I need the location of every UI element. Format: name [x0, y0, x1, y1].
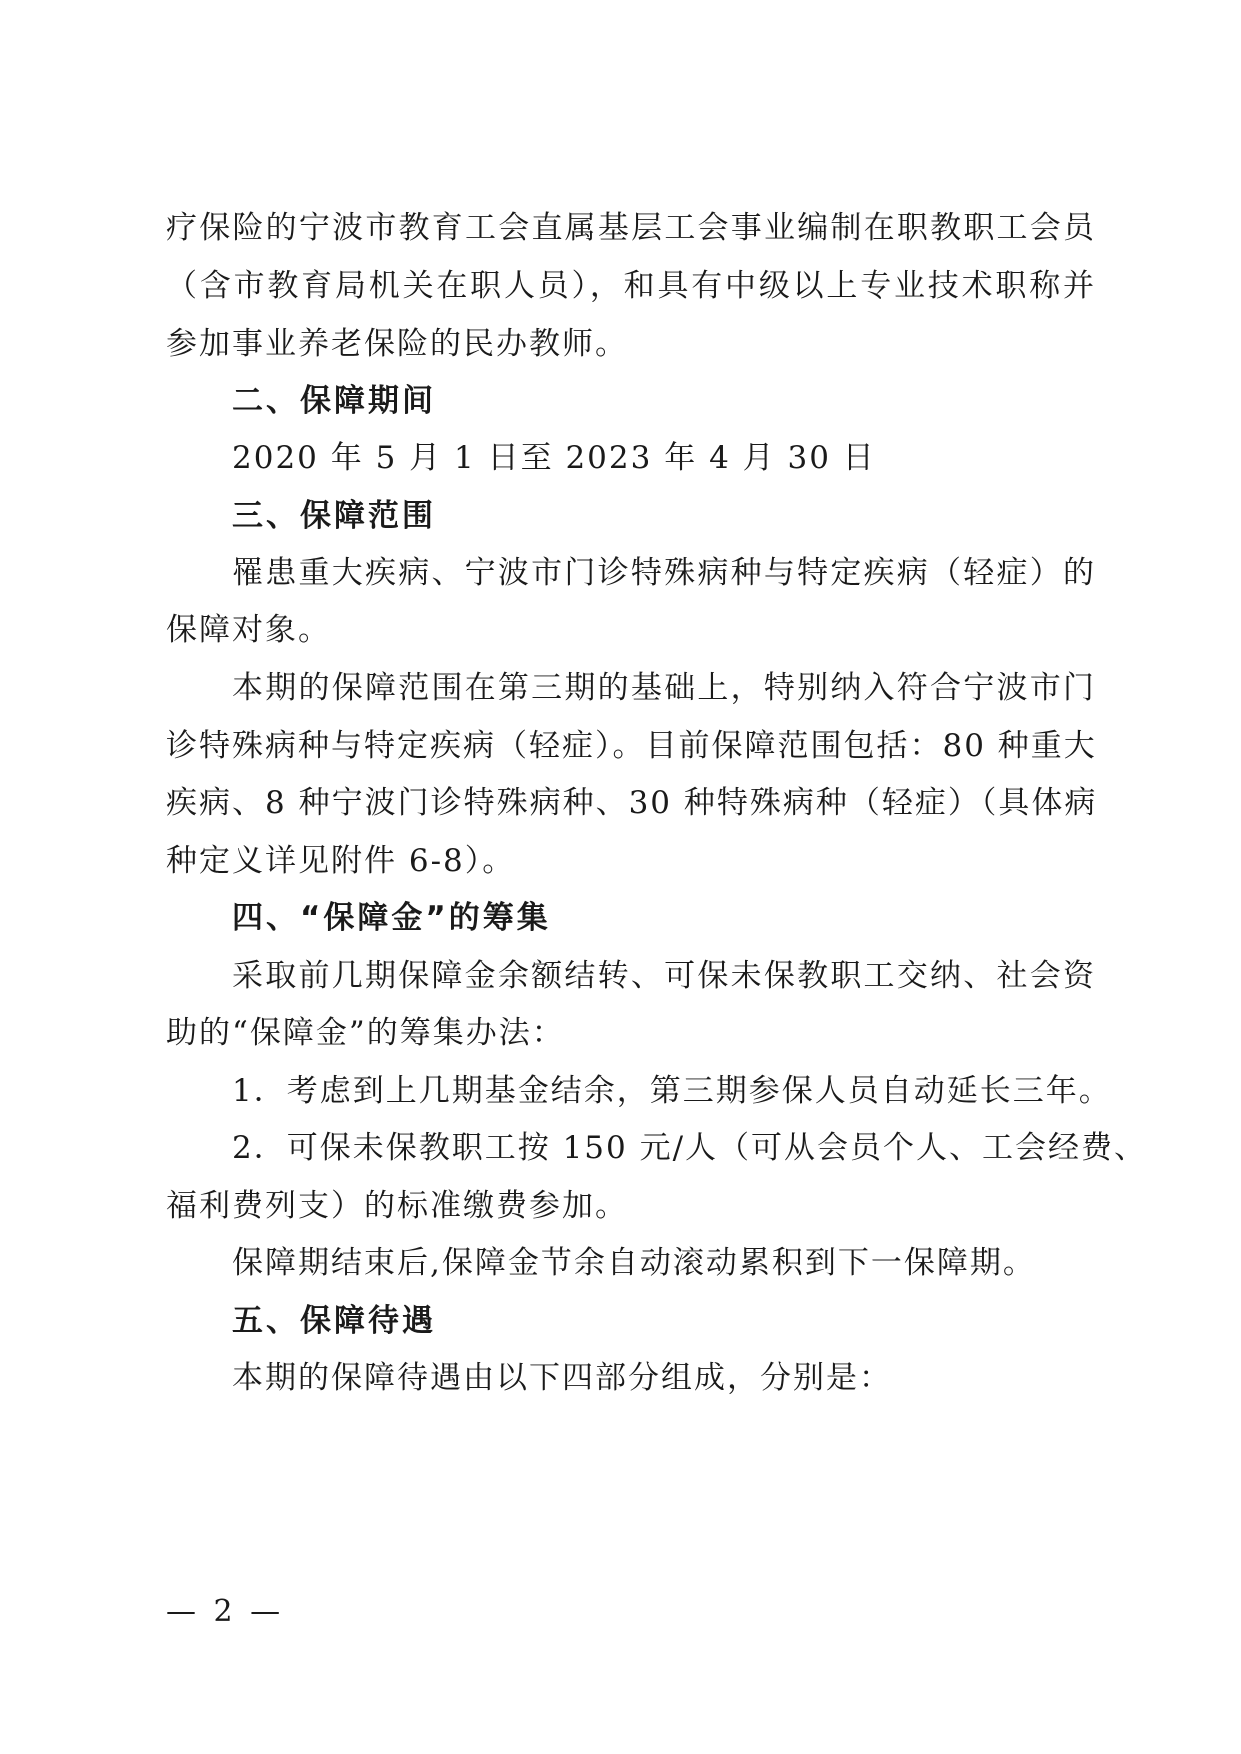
paragraph-line: 保障期结束后,保障金节余自动滚动累积到下一保障期。: [232, 1245, 1036, 1281]
section-heading-benefits: 五、保障待遇: [232, 1303, 436, 1339]
paragraph-line: 疾病、8 种宁波门诊特殊病种、30 种特殊病种（轻症）（具体病: [166, 785, 1098, 821]
paragraph-line: 疗保险的宁波市教育工会直属基层工会事业编制在职教职工会员: [166, 210, 1096, 246]
list-item: 2．可保未保教职工按 150 元/人（可从会员个人、工会经费、: [232, 1130, 1148, 1166]
paragraph-line: 采取前几期保障金余额结转、可保未保教职工交纳、社会资: [232, 958, 1096, 994]
section-heading-period: 二、保障期间: [232, 383, 436, 419]
section-heading-fund: 四、“保障金”的筹集: [232, 900, 551, 936]
paragraph-line: 罹患重大疾病、宁波市门诊特殊病种与特定疾病（轻症）的: [232, 555, 1096, 591]
paragraph-line: （含市教育局机关在职人员），和具有中级以上专业技术职称并: [166, 268, 1096, 304]
list-item: 1．考虑到上几期基金结余，第三期参保人员自动延长三年。: [232, 1073, 1112, 1109]
paragraph-line: 助的“保障金”的筹集办法：: [166, 1015, 565, 1051]
paragraph-line: 参加事业养老保险的民办教师。: [166, 326, 628, 362]
period-text: 2020 年 5 月 1 日至 2023 年 4 月 30 日: [232, 440, 876, 476]
paragraph-line: 福利费列支）的标准缴费参加。: [166, 1188, 628, 1224]
paragraph-line: 本期的保障待遇由以下四部分组成，分别是：: [232, 1360, 892, 1396]
paragraph-line: 本期的保障范围在第三期的基础上，特别纳入符合宁波市门: [232, 670, 1096, 706]
paragraph-line: 诊特殊病种与特定疾病（轻症）。目前保障范围包括：80 种重大: [166, 728, 1097, 764]
paragraph-line: 保障对象。: [166, 612, 331, 648]
section-heading-scope: 三、保障范围: [232, 498, 436, 534]
page-number: — 2 —: [166, 1594, 285, 1629]
paragraph-line: 种定义详见附件 6-8）。: [166, 843, 516, 879]
